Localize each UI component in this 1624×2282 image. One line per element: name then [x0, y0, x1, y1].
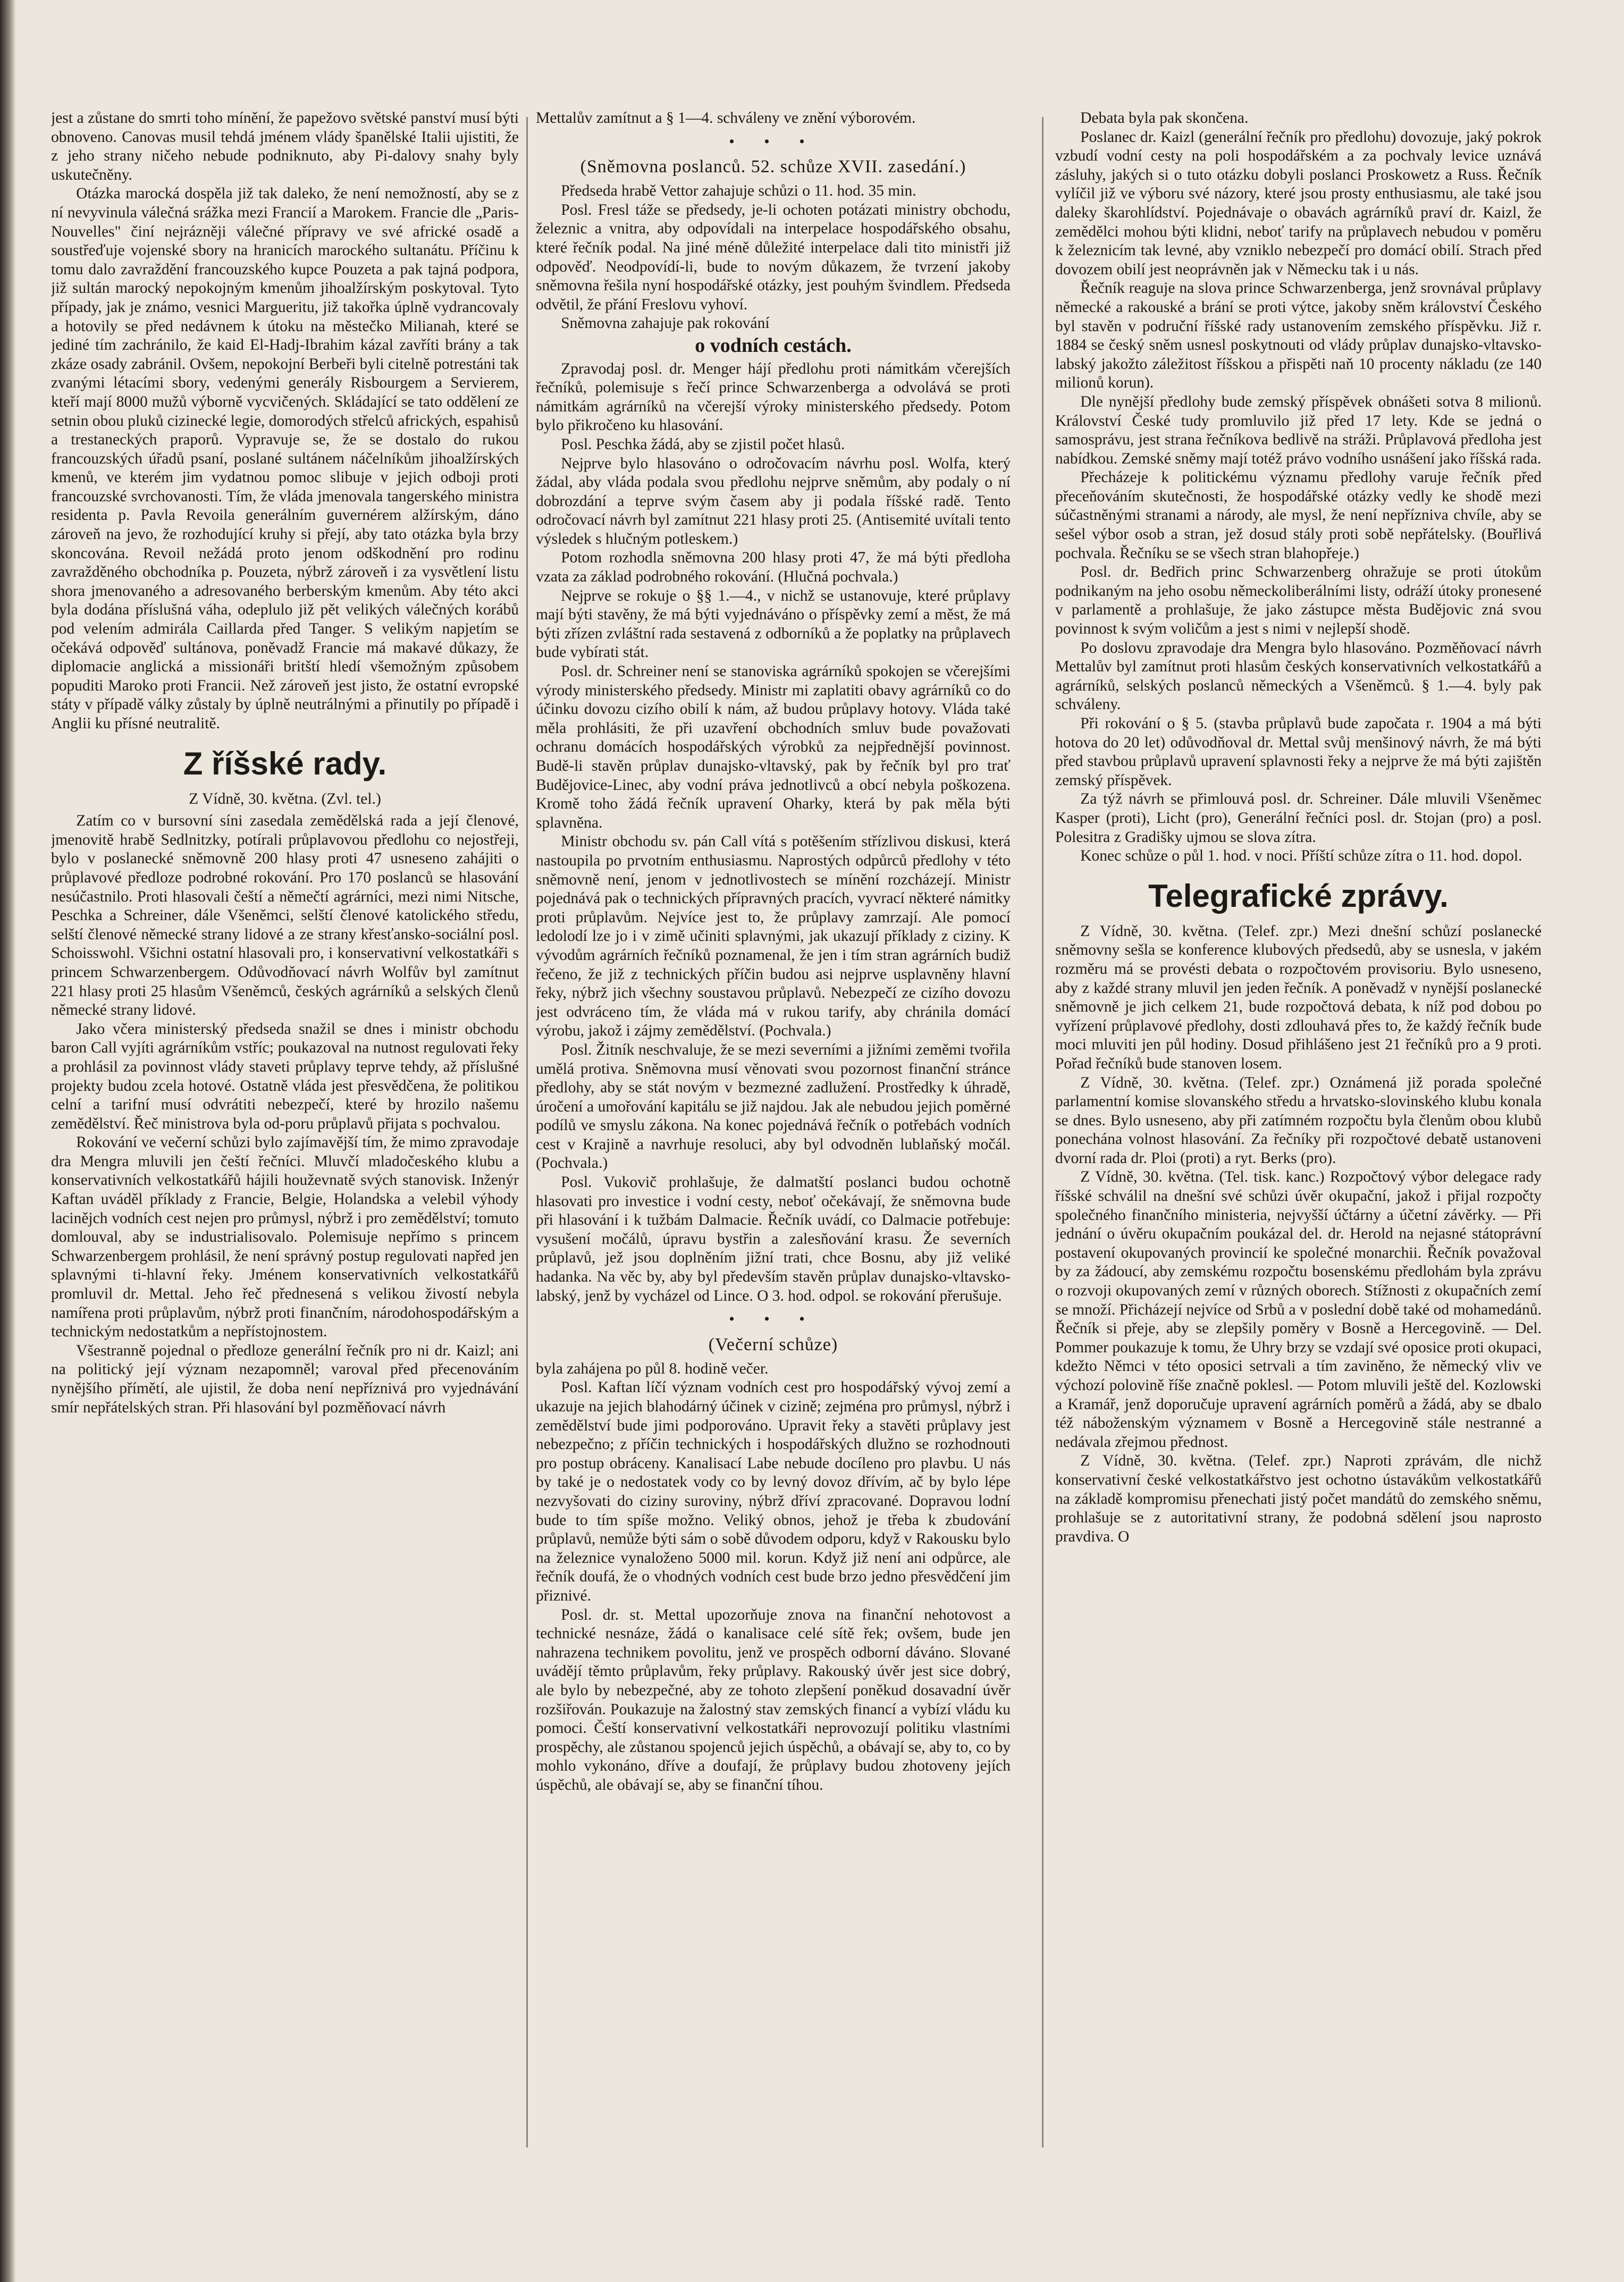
article-paragraph: Z Vídně, 30. května. (Telef. zpr.) Naproti zprávám, dle nichž konservativní české velkostatkářstvo jest ochotno ústavákům velkostatkářů na základě kompromisu přenechati jistý počet mandátů do zemského sněmu, prohlašuje se z autoritativní strany, že podobná sdělení jsou naprosto pravdiva. O — [1055, 1452, 1542, 1545]
subheading: o vodních cestách. — [695, 334, 852, 357]
article-paragraph: Posl. Vukovič prohlašuje, že dalmatští poslanci budou ochotně hlasovati pro investice i vodní cesty, neboť očekávají, že sněmovna bude při hlasování i k tužbám Dalmacie. Řečník uvádí, co Dalmacie potřebuje: vysušení močálů, úpravu bystřin a zalesňování krasu. Že severních průplavů, jež jsou doplněním jižní trati, chce Bosnu, aby již veliké hadanka. Na věc by, aby byl především stavěn průplav dunajsko-vltavsko-labský, jenž by vycházel od Lince. O 3. hod. odpol. se rokování přerušuje. — [536, 1174, 1011, 1304]
column-2 — [536, 109, 1011, 2161]
article-paragraph: Otázka marocká dospěla již tak daleko, že není nemožností, aby se z ní nevyvinula válečná srážka mezi Francií a Marokem. Francie dle „Paris-Nouvelles" činí nejrázněji válečné přípravy ve své africké osadě a soustřeďuje vojenské sbory na hranicích marockého sultanátu. Příčinu k tomu dalo zavraždění francouzského kupce Pouzeta a pak tajná podpora, již sultán marocký nepokojným kmenům jihoalžírským poskytoval. Tyto případy, jak je známo, vesnici Margueritu, již takořka úplně vydrancovaly a hotovily se před nedávnem k útoku na městečko Milianah, které se jediné tím zachránilo, že kaid El-Hadj-Ibrahim kázal zavříti brány a tak zkáze osady zabránil. Ovšem, nepokojní Berbeři byli citelně potrestáni tak zvanými létacími sbory, vedenými generály Risbourgem a Servierem, kteří mají 8000 mužů výborně vycvičených. Skládající se tato oddělení ze setnin obou pluků cizinecké legie, domorodých střelců afrických, espahisů a trestaneckých praporů. Vypravuje se, že se dostalo do rukou francouzských úřadů psaní, poslané sultánem náčelníkům jihoalžírských kmenů, ve kterém jim vydatnou pomoc slibuje v jejich odboji proti francouzské svrchovanosti. Tím, že vláda jmenovala tangerského ministra residenta p. Pavla Revoila generálním guvernérem alžírským, dáno zároveň na jevo, že rozhodující kruhy si přejí, aby tato otázka byla brzy skoncována. Revoil nežádá proto jenom odškodnění pro rodinu zavražděného obchodníka p. Pouzeta, nýbrž zároveň i za vysvětlení listu shora jmenovaného a adresovaného berberským kmenům. Aby této akci byla dodána příslušná váha, odeplulo již pět velikých válečných korábů pod velením admirála Caillarda před Tanger. S velikým napjetím se očekává odpověď sultánova, poněvadž Francie má makavé důkazy, že diplomacie anglická a missionáři britští hledí všemožným způsobem popuditi Maroko proti Francii. Než zároveň jest jisto, že ostatní evropské státy v případě války zůstaly by úplně neutrálnými a přinutily po případě i Anglii ku přísné neutralitě. — [51, 185, 519, 732]
article-paragraph: Ministr obchodu sv. pán Call vítá s potěšením střízlivou diskusi, která nastoupila po prvotním enthusiasmu. Naprostých odpůrců předlohy v této sněmovně není, jenom v jednotlivostech se mínění rozcházejí. Ministr pojednává pak o technických přípravných pracích, vyvrací některé námitky proti průplavům. Nejvíce jest to, že průplavy zamrzají. Ale pomocí ledolodí lze jo i v zimě učiniti splavnými, jak ukazují příklady z ciziny. K vývodům agrárních řečníků poznamenal, že jen i tím stran agrárních budiž řečeno, že již z technických příčin budou asi nejprve usplavněny hlavní řeky, nýbrž jich všechny soustavou průplavů. Nebezpečí ze cizího dovozu jest odvráceno tím, že vláda má v rukou tarify, aby chránila domácí výrobu, jakož i zájmy zemědělství. (Pochvala.) — [536, 833, 1011, 1040]
article-paragraph: Za týž návrh se přimlouvá posl. dr. Schreiner. Dále mluvili Všeněmec Kasper (proti), Licht (pro), Generální řečníci posl. dr. Stojan (pro) a posl. Polesitra z Gradišky ujmou se slova zítra. — [1055, 790, 1542, 846]
article-paragraph: Z Vídně, 30. května. (Telef. zpr.) Oznámená již porada společné parlamentní komise slovanského středu a hrvatsko-slovinského klubu konala se dnes. Bylo usneseno, aby při zatímném rozpočtu byla členům obou klubů ponechána volnost hlasování. Za řečníky při rozpočtové debatě ustanoveni dvorní rada dr. Ploi (proti) a ryt. Berks (pro). — [1055, 1074, 1542, 1167]
column-3 — [1055, 109, 1542, 2161]
article-paragraph: Mettalův zamítnut a § 1—4. schváleny ve znění výborovém. — [536, 110, 916, 127]
article-paragraph: jest a zůstane do smrti toho mínění, že papežovo světské panství musí býti obnoveno. Canovas musil tehdá jménem vlády španělské Italii ujistiti, že z jeho strany ničeho nebude podniknuto, aby Pi-dalovy snahy byly uskutečněny. — [51, 110, 519, 183]
session-heading: (Večerní schůze) — [708, 1334, 838, 1354]
separator: • • • — [729, 132, 818, 150]
article-paragraph: Posl. dr. Bedřich princ Schwarzenberg ohražuje se proti útokům podnikaným na jeho osobu německoliberálními listy, odráží útoky pronesené v parlamentě a prohlašuje, že jako zástupce města Budějovic zná svou povinnost k svým voličům a jest s nimi v nejlepší shodě. — [1055, 563, 1542, 638]
article-paragraph: Nejprve se rokuje o §§ 1.—4., v nichž se ustanovuje, které průplavy mají býti stavěny, že má býti vyjednáváno o příspěvky zemí a měst, že má býti zřízen zvláštní rada sestavená z odborníků a že poplatky na průplavech bude vybírati stát. — [536, 587, 1011, 661]
article-paragraph: Posl. Kaftan líčí význam vodních cest pro hospodářský vývoj zemí a ukazuje na jejich blahodárný účinek v cizině; zejména pro průmysl, nýbrž i zemědělství bude jimi podporováno. Upravit řeky a stavěti průplavy jest nebezpečno; z příčin technických i hospodářských dlužno se rozhodnouti pro postup obráceny. Kanalisací Labe nebude docíleno pro plavbu. U nás by také je o nedostatek vody co by levný dovoz dřívím, ač by bylo lépe nezvyšovati do ciziny suroviny, nýbrž dříví zpracované. Dopravou lodní bude to tím spíše možno. Veliký obnos, jehož je třeba k zbudování průplavů, nemůže býti sám o sobě důvodem odporu, když v Rakousku bylo na železnice vynaloženo 5000 mil. korun. Když již není ani odpůrce, ale řečník doufá, že o vhodných vodních cest bude brzo jedno přesvědčení jim přiznivé. — [536, 1379, 1011, 1604]
article-paragraph: Řečník reaguje na slova prince Schwarzenberga, jenž srovnával průplavy německé a rakouské a brání se proti výtce, jakoby sněm království Českého byl stavěn v područní říšské rady ustanovením zemského příspěvku. Již r. 1884 se český sněm usnesl poskytnouti od vlády průplav dunajsko-vltavsko-labský jakožto záležitost říšskou a přispěti naň 10 procenty nákladu (ze 140 milionů korun). — [1055, 280, 1542, 392]
article-paragraph: Sněmovna zahajuje pak rokování — [561, 315, 770, 332]
column-divider — [1042, 117, 1044, 2148]
article-paragraph: Posl. dr. st. Mettal upozorňuje znova na finanční nehotovost a technické nesnáze, žádá o kanalisace celé sítě řek; ovšem, bude jen nahrazena technikem povolitu, jenž ve prospěch odborní dáváno. Slované uvádějí těmto průplavům, řeky průplavy. Rakouský úvěr jest sice dobrý, ale bylo by nebezpečné, aby ze tohoto zlepšení poněkud dosavadní úvěr rozšiřován. Poukazuje na žalostný stav zemských financí a vybízí vládu ku pomoci. Čeští konservativní velkostatkáři neprovozují politiku vlastními prospěchy, ale zůstanou spojenců jejich úspěchů, a obávají se, aby to, co by mohlo vykonáno, dříve a doufají, že průplavy budou zhotoveny jejích úspěchů, ale obávají se, aby se finanční tíhou. — [536, 1606, 1011, 1793]
article-paragraph: Dle nynější předlohy bude zemský příspěvek obnášeti sotva 8 milionů. Království České tudy promluvilo již před 17 lety. Kde se jedná o samosprávu, jest strana řečníkova bedlivě na stráži. Průplavová předloha jest nabídkou. Zemské sněmy mají totéž právo vodního usnášení jako říšská rada. — [1055, 393, 1542, 467]
article-paragraph: Všestranně pojednal o předloze generální řečník pro ni dr. Kaizl; ani na politický její význam nezapomněl; varoval před přecenováním nynějšího přímětí, ale ujistil, že doba není nepříznivá pro vyjednávání smír nepřátelských stran. Při hlasování byl pozměňovací návrh — [51, 1342, 519, 1416]
dateline: Z Vídně, 30. května. (Zvl. tel.) — [189, 790, 381, 807]
article-paragraph: Posl. Peschka žádá, aby se zjistil počet hlasů. — [561, 435, 845, 453]
article-paragraph: Potom rozhodla sněmovna 200 hlasy proti 47, že má býti předloha vzata za základ podrobného rokování. (Hlučná pochvala.) — [536, 549, 1011, 586]
article-paragraph: Z Vídně, 30. května. (Telef. zpr.) Mezi dnešní schůzí poslanecké sněmovny sešla se konference klubových předsedů, aby se usnesla, v jakém rozměru má se provésti debata o rozpočtovém provisoriu. Bylo usneseno, aby z každé strany mluvil jen jeden řečník. A poněvadž v nynější poslanecké sněmovně je jich celkem 21, bude rozpočtová debata, k níž pod dobou po vyřízení průplavové předlohy, dosti zdlouhavá přes to, že každý řečník bude moci mluviti jen půl hodiny. Dosud přihlášeno jest 21 řečníků pro a 9 proti. Pořad řečníků bude stanoven losem. — [1055, 922, 1542, 1072]
section-heading: Telegrafické zprávy. — [1148, 878, 1449, 914]
article-paragraph: Po doslovu zpravodaje dra Mengra bylo hlasováno. Pozměňovací návrh Mettalův byl zamítnut proti hlasům českých konservativních velkostatkářů a agrárníků, selských poslanců německých a Všeněmců. § 1.—4. byly pak schváleny. — [1055, 639, 1542, 713]
article-paragraph: Posl. dr. Schreiner není se stanoviska agrárníků spokojen se včerejšími výrody ministerského předsedy. Ministr mi zaplatiti obavy agrárníků co do účinku dovozu cizího obilí k nám, až budou průplavy hotovy. Vláda také měla prohlásiti, že při uzavření obchodních smluv bude považovati ochranu domácích hospodářských výrobků za nejpřednější povinnost. Budě-li stavěn průplav dunajsko-vltavský, pak by řečník byl pro trať Budějovice-Linec, aby vodní práva jednotlivců a obcí nebyla poškozena. Kromě toho žádá řečník upravení Oharky, která by pak měla býti splavněna. — [536, 663, 1011, 831]
article-paragraph: Z Vídně, 30. května. (Tel. tisk. kanc.) Rozpočtový výbor delegace rady říšské schválil na dnešní své schůzi úvěr okupační, jakož i přijal rozpočty společného finančního ministeria, nejvyšší účtárny a účetní závěrky. — Při jednání o úvěru okupačním poukázal del. dr. Herold na nejasné státoprávní postavení okupovaných provincií ke společné monarchii. Řečník považoval by za žádoucí, aby zemskému rozpočtu bosenskému předlohám byla zprávu o rozvoji okupovaných zemí v různých oborech. Stížnosti z okupačních zemí se množí. Přicházejí nejvíce od Srbů a v poslední době také od mohamedánů. Řečník si přeje, aby se zlepšily poměry v Bosně a Hercegovině. — Del. Pommer poukazuje k tomu, že Uhry brzy se vzdají své oposice proti okupaci, kdežto Němci v této oposici setrvali a tím zaviněno, že německý vliv ve výchozí polovině říše značně poklesl. — Potom mluvili ještě del. Kozlowski a Kramář, jenž doporučuje upravení agrárních poměrů a žádá, aby se dbalo též náboženským významem v Bosně a Hercegovině stále nestranné a nedávala zřejmou přednost. — [1055, 1168, 1542, 1451]
article-paragraph: Nejprve bylo hlasováno o odročovacím návrhu posl. Wolfa, který žádal, aby vláda podala svou předlohu nejprve sněmům, aby podaly o ní dobrozdání a teprve svým časem aby ji podala říšské radě. Tento odročovací návrh byl zamítnut 221 hlasy proti 25. (Antisemité uvítali tento výsledek s hlučným potleskem.) — [536, 454, 1011, 548]
article-paragraph: Přecházeje k politickému významu předlohy varuje řečník před přeceňováním skutečnosti, že hospodářské otázky vedly ke shodě mezi súčastněnými stranami a národy, ale mysl, že není nepřízniva chvíle, aby se sešel výbor osob a stran, jež dosud stály proti sobě nepřátelsky. (Bouřlivá pochvala. Řečníku se se všech stran blahopřeje.) — [1055, 469, 1542, 562]
session-heading: (Sněmovna poslanců. 52. schůze XVII. zasedání.) — [580, 157, 966, 177]
column-divider — [526, 117, 528, 2148]
article-paragraph: Debata byla pak skončena. — [1080, 110, 1249, 127]
article-paragraph: Posl. Žitník neschvaluje, že se mezi severními a jižními zeměmi tvořila umělá protiva. Sněmovna musí věnovati svou pozornost finanční stránce předlohy, aby se stát novým v bezmezné zadlužení. Prostředky k úhradě, úročení a umořování kapitálu se již najdou. Jak ale nebudou jejich poměrné podílů ve smyslu zákona. Na konec pojednává řečník o potřebách vodních cest v Krajině a navrhuje resoluci, aby byl odvodněn lublaňský močál. (Pochvala.) — [536, 1041, 1011, 1172]
scan-edge — [0, 0, 16, 2282]
separator: • • • — [729, 1310, 818, 1328]
article-paragraph: Zatím co v bursovní síni zasedala zemědělská rada a její členové, jmenovitě hrabě Sedlnitzky, potírali průplavovou předlohu co nejostřeji, bylo v poslanecké sněmovně 200 hlasy proti 47 usneseno zahájiti o průplavové předloze podrobné rokování. Pro 170 poslanců se hlasování nesúčastnilo. Proti hlasovali čeští a němečtí agrárníci, mezi nimi Nitsche, Peschka a Schreiner, dále Všeněmci, selští členové katolického středu, selští členové německé strany lidové a ze strany křesťansko-sociální posl. Schoisswohl. Všichni ostatní hlasovali pro, i konservativní velkostatkáři s princem Schwarzenbergem. Odůvodňovací návrh Wolfův byl zamítnut 221 hlasy proti 25 hlasům Všeněmců, českých agrárníků a selských členů německé strany lidové. — [51, 812, 519, 1019]
article-paragraph: Zpravodaj posl. dr. Menger hájí předlohu proti námitkám včerejších řečníků, polemisuje s řečí prince Schwarzenberga a odvolává se proti námitkám agrárníků na včerejší výroky ministerského předsedy. Potom bylo přikročeno ku hlasování. — [536, 360, 1011, 434]
article-paragraph: Konec schůze o půl 1. hod. v noci. Příští schůze zítra o 11. hod. dopol. — [1080, 847, 1522, 865]
article-paragraph: Posl. Fresl táže se předsedy, je-li ochoten potázati ministry obchodu, železnic a vnitra, aby odpovídali na interpelace hospodářského obsahu, které řečník podal. Na jiné méně důležité interpelace dali tito ministři již odpověď. Neodpovídí-li, bude to novým důkazem, že tvrzení jakoby sněmovna řešila nyní hospodářské otázky, jest pouhým švindlem. Předseda odvětil, že přání Freslovu vyhoví. — [536, 201, 1011, 313]
section-heading: Z říšské rady. — [183, 745, 387, 781]
article-paragraph: Rokování ve večerní schůzi bylo zajímavější tím, že mimo zpravodaje dra Mengra mluvili jen čeští řečníci. Mluvčí mladočeského klubu a konservativních velkostatkářů hájili houževnatě svých stanovisk. Inženýr Kaftan uváděl příklady z Francie, Belgie, Holandska a velebil výhody lacinějch vodních cest nejen pro průmysl, nýbrž i pro zemědělství; tomuto domlouval, aby se industrialisovalo. Polemisuje nepřímo s princem Schwarzenbergem prohlásil, že není správný postup regulovati napřed jen splavnými ti-hlavní řeky. Jménem konservativních velkostatkářů promluvil dr. Mettal. Jeho řeč přednesená s velikou živostí nebyla namířena proti průplavům, nýbrž proti finančním, národohospodářským a technickým nedostatkům a nepřístojnostem. — [51, 1134, 519, 1341]
article-paragraph: byla zahájena po půl 8. hodině večer. — [536, 1360, 769, 1377]
article-paragraph: Při rokování o § 5. (stavba průplavů bude započata r. 1904 a má býti hotova do 20 let) odůvodňoval dr. Mettal svůj menšinový návrh, že má býti před stavbou průplavů upravení splavnosti řeky a nejprve že má býti zajištěn zemský příspěvek. — [1055, 715, 1542, 789]
article-paragraph: Předseda hrabě Vettor zahajuje schůzi o 11. hod. 35 min. — [561, 182, 916, 200]
article-paragraph: Jako včera ministerský předseda snažil se dnes i ministr obchodu baron Call vyjíti agrárníkům vstříc; poukazoval na nutnost regulovati řeky a prohlásil za povinnost vlády staveti průplavy teprve tehdy, až příslušné projekty budou zcela hotové. Ostatně vláda jest přesvědčena, že politikou celní a tarifní musí odvrátiti nebezpečí, které by hrozilo našemu zemědělství. Řeč ministrova byla od-poru průplavů přijata s pochvalou. — [51, 1020, 519, 1132]
article-paragraph: Poslanec dr. Kaizl (generální řečník pro předlohu) dovozuje, jaký pokrok vzbudí vodní cesty na poli hospodářském a za pochvaly levice uznává zásluhy, jakých si o tuto otázku dobyli poslanci Proskowetz a Russ. Řečník vylíčil již ve výboru své názory, které jsou prosty enthusiasmu, ale také jsou daleky škarohlídství. Pojednávaje o obavách agrárníků praví dr. Kaizl, že zemědělci mohou býti klidni, neboť tarify na průplavech nebudou v poměru k železnicím tak levné, aby vzniklo nebezpečí pro domácí obilí. Strach před dovozem obilí jest neoprávněn jak v Německu tak i u nás. — [1055, 128, 1542, 278]
column-1 — [51, 109, 519, 2161]
